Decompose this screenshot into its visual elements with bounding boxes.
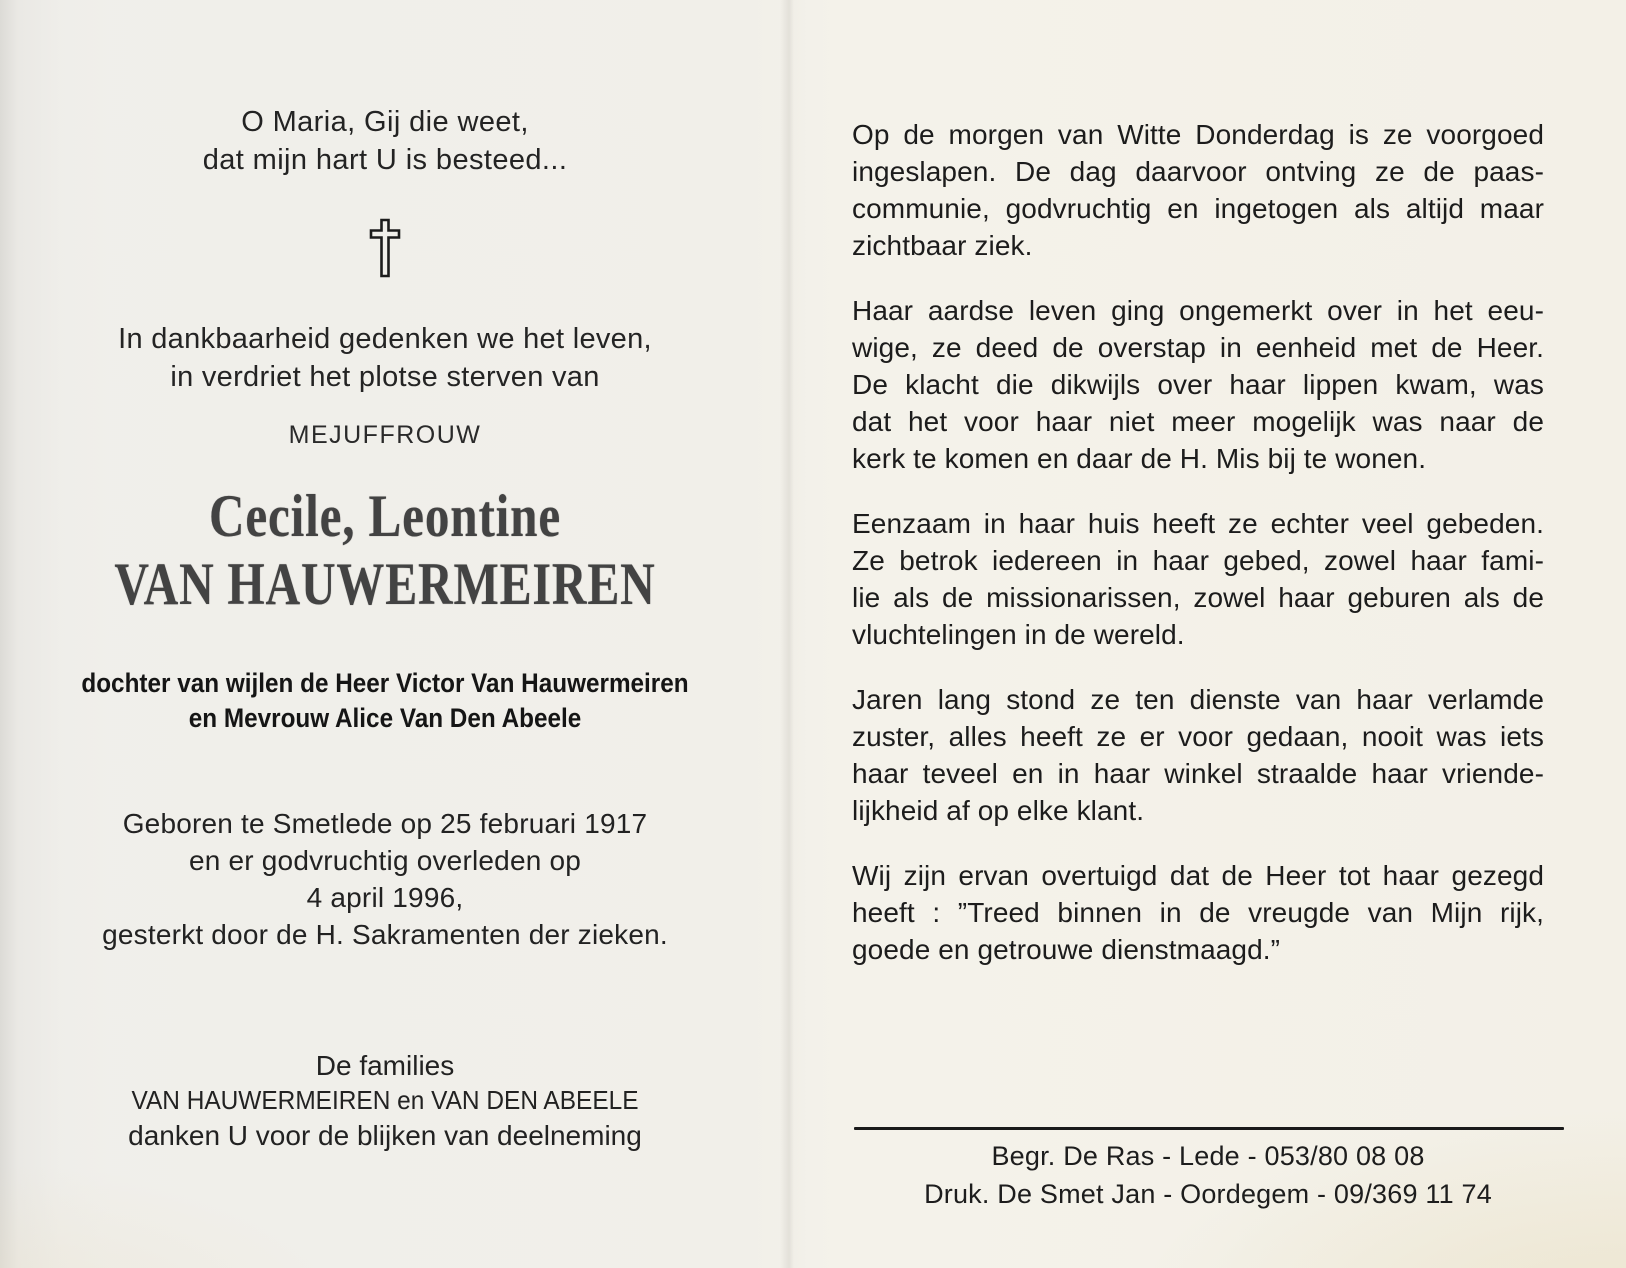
text-line: Wij zijn ervan overtuigd dat de Heer tot haar gezegd [852, 860, 1544, 891]
text-line: en Mevrouw Alice Van Den Abeele [188, 703, 582, 733]
right-page [852, 0, 1564, 1268]
latin-cross-icon [369, 218, 401, 278]
text-line: danken U voor de blijken van deelneming [128, 1120, 642, 1151]
text-line: dat het voor haar niet meer mogelijk was naar de [852, 406, 1544, 437]
text-line: vluchtelingen in de wereld. [852, 619, 1185, 650]
text-line: zichtbaar ziek. [852, 230, 1033, 261]
cross-container [40, 218, 730, 283]
memorial-text [852, 116, 1544, 996]
text-line: 4 april 1996, [306, 882, 464, 913]
text-line: goede en getrouwe dienstmaagd.” [852, 934, 1281, 965]
text-line: dat mijn hart U is besteed... [202, 144, 568, 176]
left-page [40, 0, 730, 1268]
paragraph [852, 505, 1544, 653]
text-line: haar teveel en in haar winkel straalde haar vriende- [852, 758, 1544, 789]
text-line: en er godvruchtig overleden op [188, 845, 582, 876]
text-line: Eenzaam in haar huis heeft ze echter veel gebeden. [852, 508, 1544, 539]
footer-divider [854, 1127, 1564, 1130]
text-line: heeft : ”Treed binnen in de vreugde van Mijn rijk, [852, 897, 1544, 928]
honorific-label: MEJUFFROUW [288, 421, 482, 449]
intro-text [40, 320, 730, 396]
text-line: Op de morgen van Witte Donderdag is ze voorgoed [852, 119, 1544, 150]
birth-death-dates [40, 805, 730, 953]
text-line: lie als de missionarissen, zowel haar geburen als de [852, 582, 1544, 613]
text-line: De klacht die dikwijls over haar lippen kwam, was [852, 369, 1544, 400]
text-line: communie, godvruchtig en ingetogen als altijd maar [852, 193, 1544, 224]
paragraph [852, 292, 1544, 477]
text-line: gesterkt door de H. Sakramenten der zieken. [102, 919, 668, 950]
text-line: lijkheid af op elke klant. [852, 795, 1145, 826]
text-line: wige, ze deed de overstap in eenheid met de Heer. [852, 332, 1544, 363]
paragraph [852, 857, 1544, 968]
text-line: Druk. De Smet Jan - Oordegem - 09/369 11 74 [924, 1179, 1492, 1209]
deceased-first-names: Cecile, Leontine [209, 483, 561, 549]
text-line: O Maria, Gij die weet, [241, 106, 529, 138]
text-line: De families [315, 1050, 455, 1081]
text-line: VAN HAUWERMEIREN en VAN DEN ABEELE [131, 1085, 639, 1115]
prayer-verse [40, 103, 730, 179]
text-line: Haar aardse leven ging ongemerkt over in het eeu- [852, 295, 1544, 326]
text-line: kerk te komen en daar de H. Mis bij te wonen. [852, 443, 1427, 474]
text-line: ingeslapen. De dag daarvoor ontving ze de paas- [852, 156, 1544, 187]
text-line: Begr. De Ras - Lede - 053/80 08 08 [991, 1141, 1425, 1171]
paragraph [852, 116, 1544, 264]
undertaker-printer-info [852, 1137, 1564, 1213]
text-line: dochter van wijlen de Heer Victor Van Hauwermeiren [81, 668, 689, 698]
deceased-family-name: VAN HAUWERMEIREN [114, 551, 656, 617]
text-line: zuster, alles heeft ze er voor gedaan, nooit was iets [852, 721, 1544, 752]
paragraph [852, 681, 1544, 829]
text-line: Jaren lang stond ze ten dienste van haar verlamde [852, 684, 1544, 715]
text-line: Geboren te Smetlede op 25 februari 1917 [122, 808, 648, 839]
family-thanks-text [40, 1048, 730, 1153]
text-line: Ze betrok iedereen in haar gebed, zowel haar fami- [852, 545, 1544, 576]
parents-text [40, 666, 730, 736]
text-line: In dankbaarheid gedenken we het leven, [118, 323, 652, 355]
text-line: in verdriet het plotse sterven van [170, 361, 600, 393]
